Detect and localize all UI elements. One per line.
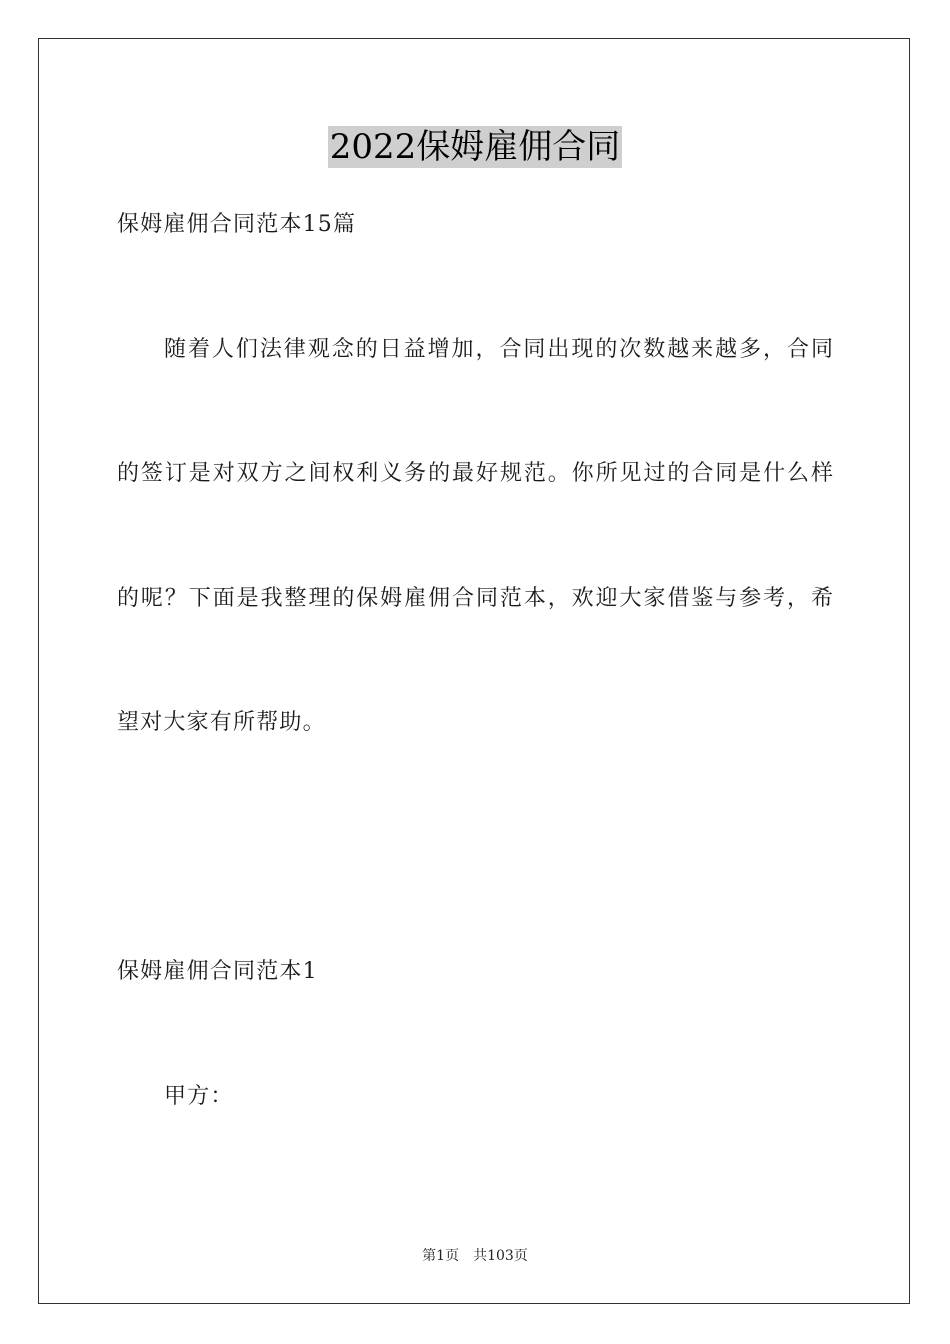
page-number-total: 共103页 — [473, 1248, 528, 1264]
title-container — [0, 126, 950, 168]
document-subtitle: 保姆雇佣合同范本15篇 — [117, 212, 357, 237]
intro-line-3: 的呢？下面是我整理的保姆雇佣合同范本，欢迎大家借鉴与参考，希 — [117, 586, 833, 611]
page-number-current: 第1页 — [422, 1248, 460, 1264]
intro-line-1: 随着人们法律观念的日益增加，合同出现的次数越来越多，合同 — [164, 337, 833, 362]
page-footer — [0, 1246, 950, 1266]
document-title: 2022保姆雇佣合同 — [329, 127, 621, 167]
intro-line-4: 望对大家有所帮助。 — [117, 710, 326, 735]
section-heading: 保姆雇佣合同范本1 — [117, 959, 318, 984]
party-a-label: 甲方： — [164, 1084, 234, 1109]
intro-line-2: 的签订是对双方之间权利义务的最好规范。你所见过的合同是什么样 — [117, 461, 833, 486]
